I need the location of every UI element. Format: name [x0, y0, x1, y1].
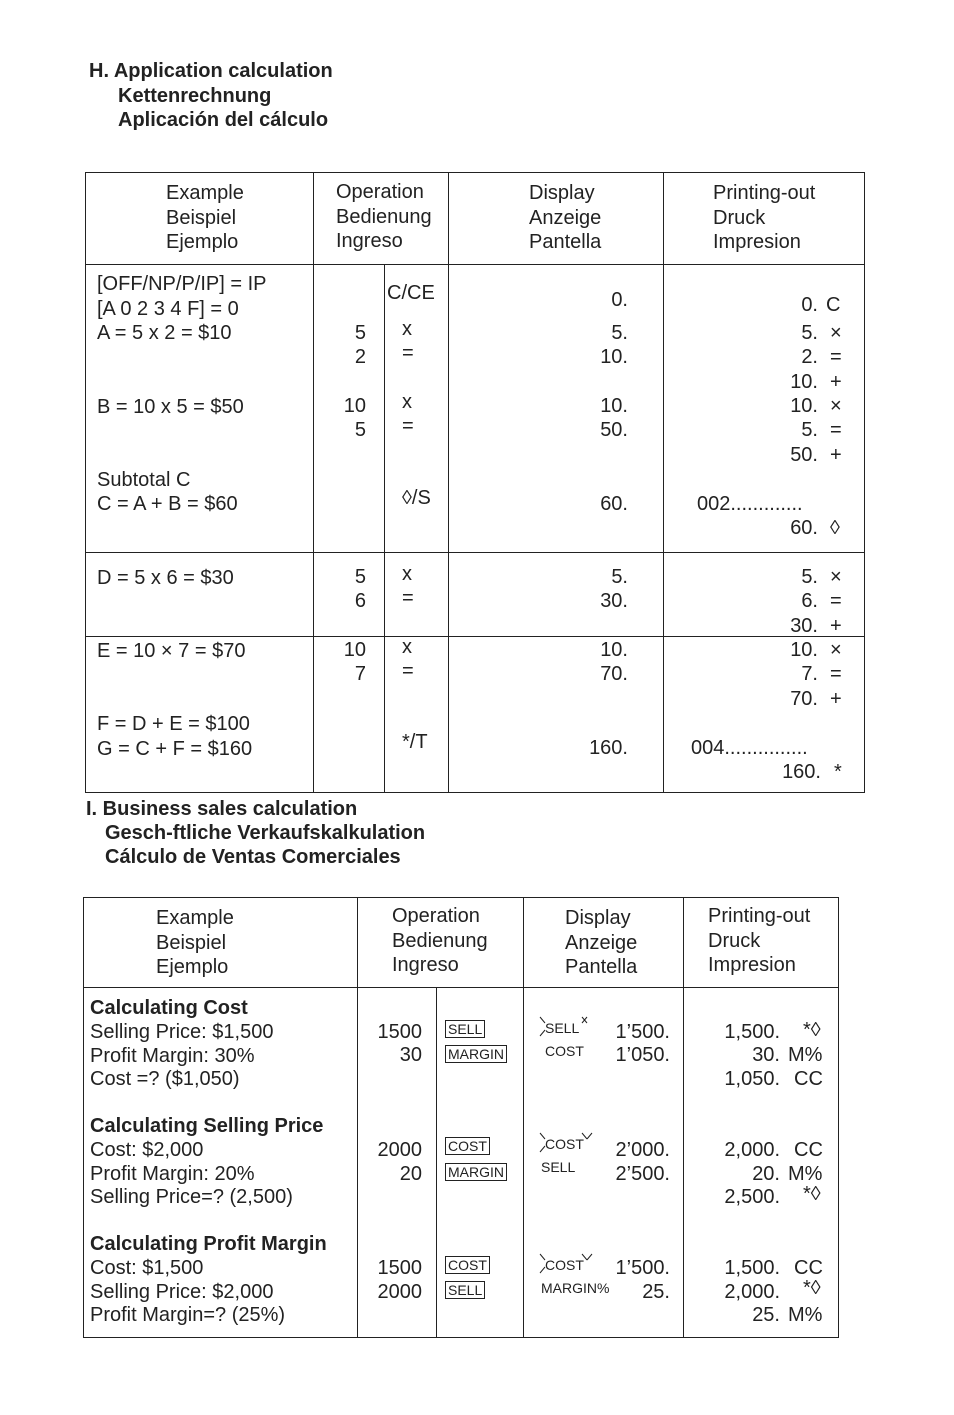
- entry-number: 10: [343, 395, 366, 417]
- header-operation: Operation Bedienung Ingreso: [336, 181, 432, 252]
- section-h-title-es: Aplicación del cálculo: [118, 109, 329, 131]
- display-value: 0.: [611, 289, 628, 311]
- display-indicator: COST: [545, 1043, 584, 1059]
- header-display: Display Anzeige Pantella: [565, 907, 638, 978]
- example-text: D = 5 x 6 = $30: [97, 567, 234, 589]
- display-indicator: COST: [545, 1136, 584, 1152]
- entry-number: 6: [354, 590, 366, 612]
- display-value: 60.: [600, 493, 628, 515]
- header-display: Display Anzeige Pantella: [529, 182, 602, 253]
- header-operation: Operation Bedienung Ingreso: [392, 905, 488, 976]
- key-multiply: x: [402, 318, 412, 340]
- example-text: B = 10 x 5 = $50: [97, 396, 244, 418]
- display-value: 160.: [589, 737, 628, 759]
- key-multiply: x: [402, 391, 412, 413]
- section-i-title-es: Cálculo de Ventas Comerciales: [105, 846, 401, 868]
- section-i-title-de: Gesch-ftliche Verkaufskalkulation: [105, 822, 426, 844]
- margin-key: MARGIN: [445, 1163, 507, 1181]
- section-h-title: H. Application calculation: [89, 60, 333, 82]
- display-value: 10.: [600, 639, 628, 661]
- display-value: 50.: [600, 419, 628, 441]
- example-text: [OFF/NP/P/IP] = IP: [97, 273, 267, 295]
- entry-number: 7: [354, 663, 366, 685]
- key-equals: =: [402, 587, 414, 609]
- cost-key: COST: [445, 1137, 490, 1155]
- sell-key: SELL: [445, 1020, 485, 1038]
- sell-key: SELL: [445, 1281, 485, 1299]
- key-equals: =: [402, 415, 414, 437]
- example-text: Subtotal C: [97, 469, 191, 491]
- display-value: 5.: [611, 566, 628, 588]
- margin-key: MARGIN: [445, 1045, 507, 1063]
- entry-number: 2: [354, 346, 366, 368]
- key-multiply: x: [402, 563, 412, 585]
- display-indicator: COST: [545, 1257, 584, 1273]
- key-total: */T: [402, 731, 428, 753]
- key-equals: =: [402, 660, 414, 682]
- display-value: 30.: [600, 590, 628, 612]
- key-multiply: x: [402, 636, 412, 658]
- example-text: G = C + F = $160: [97, 738, 253, 760]
- header-print: Printing-out Druck Impresion: [713, 182, 816, 253]
- example-text: A = 5 x 2 = $10: [97, 322, 232, 344]
- header-example: Example Beispiel Ejemplo: [156, 907, 234, 978]
- example-text: C = A + B = $60: [97, 493, 238, 515]
- header-print: Printing-out Druck Impresion: [708, 905, 811, 976]
- display-indicator: SELL: [541, 1159, 576, 1175]
- display-value: 70.: [600, 663, 628, 685]
- display-indicator: MARGIN%: [541, 1280, 610, 1296]
- entry-number: 5: [354, 419, 366, 441]
- entry-number: 5: [354, 322, 366, 344]
- display-value: 10.: [600, 395, 628, 417]
- display-indicator: SELL: [545, 1020, 580, 1036]
- section-i-title: I. Business sales calculation: [86, 798, 358, 820]
- display-value: 10.: [600, 346, 628, 368]
- section-h-title-de: Kettenrechnung: [118, 85, 272, 107]
- example-text: E = 10 × 7 = $70: [97, 640, 246, 662]
- key-ccle: C/CE: [387, 282, 435, 304]
- example-text: [A 0 2 3 4 F] = 0: [97, 298, 239, 320]
- entry-number: 5: [354, 566, 366, 588]
- key-equals: =: [402, 342, 414, 364]
- cost-key: COST: [445, 1256, 490, 1274]
- display-value: 5.: [611, 322, 628, 344]
- entry-number: 10: [343, 639, 366, 661]
- example-text: F = D + E = $100: [97, 713, 250, 735]
- header-example: Example Beispiel Ejemplo: [166, 182, 244, 253]
- key-subtotal: ◊/S: [402, 487, 431, 509]
